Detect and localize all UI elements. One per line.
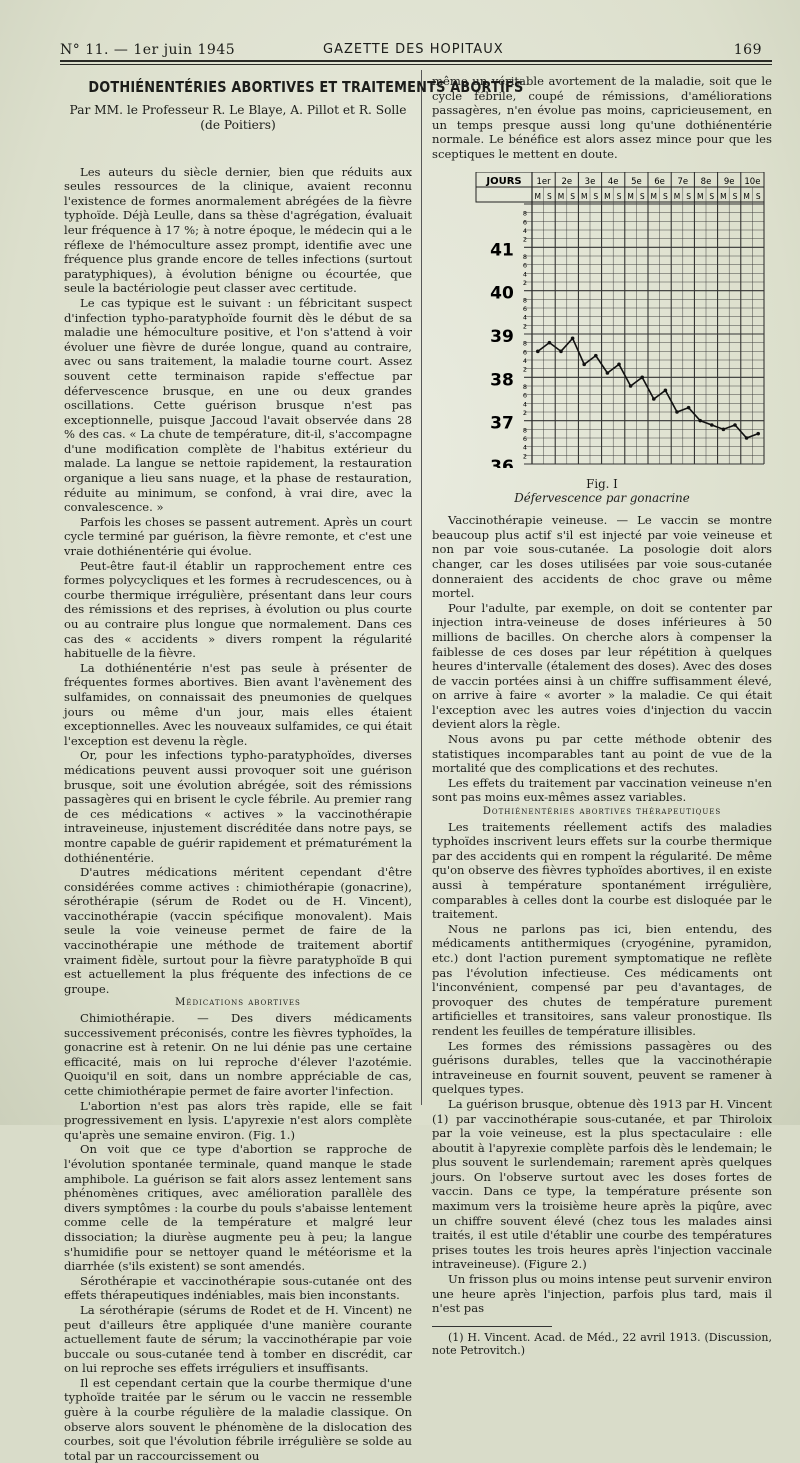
y-minor-tick-label: 2 <box>522 365 527 374</box>
paragraph: Or, pour les infections typho-paratyphoïdes, diverses médications peuvent aussi provoquer soit une guérison brusque, soit une évolution abrégée, soit des rémissions passagères qui en brisent le cycle fébrile. Au premier rang de ces médications « actives » la vaccinothérapie intraveineuse, injustement discréditée dans notre pays, se montre capable de guérir rapidement et prématurément la dothiénentérie. <box>64 748 412 865</box>
temperature-point <box>710 423 714 427</box>
y-minor-tick-label: 8 <box>522 339 527 348</box>
paragraph: Le cas typique est le suivant : un fébricitant suspect d'infection typho-paratyphoïde fournit dès le début de sa maladie une hémoculture positive, et l'on s'attend à voir évoluer une fièvre de durée longue, quand au contraire, avec ou sans traitement, la maladie tourne court. Assez souvent cette terminaison rapide s'effectue par défervescence brusque, en une ou deux grandes oscillations. Cette guérison brusque n'est pas exceptionnelle, puisque Jaccoud l'avait observée dans 28 % des cas. « La chute de température, dit-il, s'accompagne d'une modification complète de l'habitus extérieur du malade. La langue se nettoie rapidement, la restauration organique a lieu sans nuage, et la phase de restauration, réduite au minimum, se confond, à vrai dire, avec la convalescence. » <box>64 295 412 515</box>
figure-title: Défervescence par gonacrine <box>514 491 690 506</box>
x-subcol-label: S <box>709 191 715 201</box>
x-day-label: 7e <box>677 176 689 187</box>
paragraph: Chimiothérapie. — Des divers médicaments successivement préconisés, contre les fièvres typhoïdes, la gonacrine est à retenir. On ne lui dénie pas une certaine efficacité, mais on lui reproche d'élever l'azotémie. Quoiqu'il en soit, dans un nombre appréciable de cas, cette chimiothérapie permet de faire avorter l'infection. <box>64 1011 412 1098</box>
y-minor-tick-label: 8 <box>522 209 527 218</box>
paragraph: Les formes des rémissions passagères ou des guérisons durables, telles que la vaccinothérapie intraveineuse en fournit souvent, peuvent se ramener à quelques types. <box>432 1038 772 1097</box>
x-subcol-label: S <box>616 191 622 201</box>
paragraph: Les effets du traitement par vaccination veineuse n'en sont pas moins eux-mêmes assez variables. <box>432 775 772 805</box>
x-subcol-label: S <box>686 191 691 201</box>
page-number: 169 <box>733 42 762 58</box>
paragraph: Sérothérapie et vaccinothérapie sous-cutanée ont des effets thérapeutiques indéniables, mais bien inconstants. <box>64 1273 412 1303</box>
x-subcol-label: M <box>743 191 750 201</box>
article-title: DOTHIÉNENTÉRIES ABORTIVES ET TRAITEMENTS ABORTIFS <box>88 78 524 96</box>
y-minor-tick-label: 4 <box>522 443 527 452</box>
paragraph: Nous ne parlons pas ici, bien entendu, des médicaments antithermiques (cryogénine, pyramidon, etc.) dont l'action purement symptomatique ne reflète pas l'évolution infectieuse. Ces médicaments ont l'inconvénient, compensé par peu d'avantages, de provoquer des chutes de température purement artificielles et transitoires, sans valeur pronostique. Ils rendent les feuilles de température illisibles. <box>432 921 772 1038</box>
y-minor-tick-label: 8 <box>522 382 527 391</box>
y-minor-tick-label: 8 <box>522 425 527 434</box>
y-major-tick-label: 37 <box>490 413 514 434</box>
column-divider <box>421 70 422 1105</box>
issue-label: N° 11. — 1er juin 1945 <box>60 42 236 58</box>
paragraph: Nous avons pu par cette méthode obtenir des statistiques incomparables tant au point de vue de la mortalité que des complications et des rechutes. <box>432 732 772 776</box>
x-day-label: 6e <box>654 176 665 187</box>
x-subcol-label: S <box>755 191 761 201</box>
temperature-point <box>536 349 540 353</box>
x-day-label: 3e <box>584 176 596 187</box>
temperature-point <box>548 340 552 344</box>
y-major-tick-label: 39 <box>490 326 514 347</box>
temperature-point <box>652 397 656 401</box>
x-subcol-label: M <box>627 191 634 201</box>
x-subcol-label: S <box>570 191 575 201</box>
temperature-point <box>675 410 679 414</box>
x-day-label: 10e <box>744 176 761 187</box>
x-day-label: 8e <box>700 176 712 187</box>
y-major-tick-label: 38 <box>490 369 514 390</box>
header-rule <box>60 60 772 62</box>
figure-number: Fig. I <box>586 477 618 492</box>
x-day-label: 2e <box>561 176 573 187</box>
x-day-label: 4e <box>607 176 619 187</box>
x-subcol-label: M <box>720 191 727 201</box>
y-major-tick-label: 40 <box>490 283 514 304</box>
y-minor-tick-label: 4 <box>522 313 527 322</box>
paragraph: Il est cependant certain que la courbe thermique d'une typhoïde traitée par le sérum ou le vaccin ne ressemble guère à la courbe régulière de la maladie classique. On observe alors souvent le phénomène de la dislocation des courbes, soit que l'évolution fébrile irrégulière se solde au total par un raccourcissement ou <box>64 1375 412 1463</box>
paragraph: Peut-être faut-il établir un rapprochement entre ces formes polycycliques et les formes à recrudescences, ou à courbe thermique irrégulière, présentant dans leur cours des rémissions et des reprises, à évolution ou plus courte ou au contraire plus longue que normalement. Dans ces cas des « accidents » divers rompent la régularité habituelle de la fièvre. <box>64 558 412 661</box>
x-subcol-label: M <box>696 191 704 201</box>
y-minor-tick-label: 4 <box>522 356 527 365</box>
y-minor-tick-label: 4 <box>522 226 527 235</box>
x-subcol-label: M <box>557 191 565 201</box>
x-subcol-label: M <box>650 191 658 201</box>
temperature-point <box>687 405 691 409</box>
temperature-point <box>629 384 633 388</box>
paragraph: Un frisson plus ou moins intense peut survenir environ une heure après l'injection, parfois plus tard, mais il n'est pas <box>432 1272 772 1316</box>
y-minor-tick-label: 6 <box>522 304 527 313</box>
x-subcol-label: S <box>732 191 738 201</box>
y-minor-tick-label: 6 <box>522 217 527 226</box>
paragraph: même un véritable avortement de la maladie, soit que le cycle fébrile, coupé de rémissions, d'améliorations passagères, n'en évolue pas moins, capricieusement, en un temps presque aussi long qu'une dothiénentérie normale. Le bénéfice est alors assez mince pour que les sceptiques le mettent en doute. <box>432 74 772 161</box>
y-minor-tick-label: 4 <box>522 269 527 278</box>
section-heading: Dothiénentéries abortives thérapeutiques <box>482 806 722 818</box>
temperature-point <box>582 362 586 366</box>
paragraph: La dothiénentérie n'est pas seule à présenter de fréquentes formes abortives. Bien avant l'avènement des sulfamides, on connaissait des pneumonies de quelques jours ou même d'un jour, mais elles étaient exceptionnelles. Avec les nouveaux sulfamides, ce qui était l'exception est devenu la règle. <box>64 660 412 748</box>
temperature-point <box>559 349 563 353</box>
x-day-label: 9e <box>723 176 735 187</box>
y-minor-tick-label: 6 <box>522 261 527 270</box>
temperature-point <box>594 353 598 357</box>
temperature-chart <box>470 172 770 472</box>
y-minor-tick-label: 2 <box>522 451 527 460</box>
temperature-point <box>640 375 644 379</box>
paragraph: La sérothérapie (sérums de Rodet et de H. Vincent) ne peut d'ailleurs être appliquée d'une manière courante actuellement faute de sérum; la vaccinothérapie par voie buccale ou sous-cutanée tend à tomber en discrédit, car on lui reproche ses effets irréguliers et insuffisants. <box>64 1302 412 1376</box>
temperature-point <box>745 436 749 440</box>
temperature-point <box>617 362 621 366</box>
header-rule-thin <box>60 64 772 65</box>
temperature-point <box>606 371 610 375</box>
right-column <box>432 74 772 1358</box>
temperature-point <box>756 431 760 435</box>
paragraph: D'autres médications méritent cependant d'être considérées comme actives : chimiothérapie (gonacrine), sérothérapie (sérum de Rodet ou de H. Vincent), vaccinothérapie (vaccin spécifique monovalent). Mais seule la voie veineuse permet de faire de la vaccinothérapie une méthode de traitement abortif vraiment fidèle, surtout pour la fièvre paratyphoïde B qui est actuellement la plus fréquente des infections de ce groupe. <box>64 865 412 996</box>
x-subcol-label: S <box>593 191 599 201</box>
section-heading: Médications abortives <box>175 997 301 1009</box>
figure-caption <box>432 477 772 505</box>
temperature-point <box>733 423 737 427</box>
paragraph: Les traitements réellement actifs des maladies typhoïdes inscrivent leurs effets sur la courbe thermique par des accidents qui en rompent la régularité. De même qu'on observe des fièvres typhoïdes abortives, il en existe aussi à température spontanément irrégulière, comparables à celles dont la courbe est disloquée par le traitement. <box>432 819 772 922</box>
y-minor-tick-label: 2 <box>522 235 527 244</box>
x-day-label: 1er <box>536 176 551 187</box>
temperature-point <box>664 388 668 392</box>
footnote: (1) H. Vincent. Acad. de Méd., 22 avril 1913. (Discussion, note Petrovitch.) <box>432 1330 772 1358</box>
y-minor-tick-label: 2 <box>522 408 527 417</box>
y-minor-tick-label: 6 <box>522 347 527 356</box>
authors-line: Par MM. le Professeur R. Le Blaye, A. Pillot et R. Solle <box>69 102 407 117</box>
x-day-label: 5e <box>631 176 642 187</box>
y-minor-tick-label: 6 <box>522 391 527 400</box>
y-minor-tick-label: 2 <box>522 278 527 287</box>
y-major-tick-label: 41 <box>490 239 514 260</box>
paragraph: Parfois les choses se passent autrement. Après un court cycle terminé par guérison, la fièvre remonte, et c'est une vraie dothiénentérie qui évolue. <box>64 514 412 559</box>
y-major-tick-label: 36 <box>490 456 514 468</box>
temperature-chart-svg <box>470 172 770 468</box>
x-subcol-label: S <box>547 191 552 201</box>
x-subcol-label: M <box>604 191 611 201</box>
footnote-rule <box>432 1326 552 1327</box>
paragraph: Pour l'adulte, par exemple, on doit se contenter par injection intra-veineuse de doses inférieures à 50 millions de bacilles. On cherche alors à compenser la faiblesse de ces doses par leur répétition à quelques heures d'intervalle (étalement des doses). Avec des doses de vaccin portées ainsi à un chiffre suffisamment élevé, on arrive à faire « avorter » la maladie. Ce qui était l'exception avec les autres voies d'injection du vaccin devient alors la règle. <box>432 600 772 732</box>
y-minor-tick-label: 8 <box>522 295 527 304</box>
y-minor-tick-label: 4 <box>522 399 527 408</box>
paragraph: L'abortion n'est pas alors très rapide, elle se fait progressivement en lysis. L'apyrexie n'est alors complète qu'après une semaine environ. (Fig. 1.) <box>64 1098 412 1142</box>
x-subcol-label: S <box>639 191 645 201</box>
x-subcol-label: M <box>673 191 681 201</box>
x-subcol-label: M <box>534 191 542 201</box>
y-minor-tick-label: 8 <box>522 252 527 261</box>
affiliation-line: (de Poitiers) <box>200 117 276 132</box>
paragraph: On voit que ce type d'abortion se rapproche de l'évolution spontanée terminale, quand manque le stade amphibole. La guérison se fait alors assez lentement sans phénomènes critiques, avec amélioration parallèle des divers symptômes : la courbe du pouls s'abaisse lentement comme celle de la température et malgré leur dissociation; la diurèse augmente peu à peu; la langue s'humidifie pour se nettoyer quand le météorisme et la diarrhée (s'ils existent) se sont amendés. <box>64 1142 412 1274</box>
temperature-point <box>571 336 575 340</box>
article-authors <box>64 103 412 133</box>
paragraph: La guérison brusque, obtenue dès 1913 par H. Vincent (1) par vaccinothérapie sous-cutanée, et par Thiroloix par la voie veineuse, est la plus spectaculaire : elle aboutit à l'apyrexie complète parfois dès le lendemain; le plus souvent le surlendemain; rarement après quelques jours. On l'observe surtout avec les doses fortes de vaccin. Dans ce type, la température présente son maximum vers la troisième heure après la piqûre, avec un chiffre souvent élevé (chez tous les malades ainsi traités, il est utile d'établir une courbe des températures prises toutes les trois heures après l'injection vaccinale intraveineuse). (Figure 2.) <box>432 1096 772 1272</box>
x-subcol-label: M <box>580 191 588 201</box>
y-minor-tick-label: 6 <box>522 434 527 443</box>
paragraph: Vaccinothérapie veineuse. — Le vaccin se montre beaucoup plus actif s'il est injecté par voie veineuse et non par voie sous-cutanée. La posologie doit alors changer, car les doses utilisées par voie sous-cutanée donneraient des accidents de choc grave ou même mortel. <box>432 513 772 601</box>
temperature-point <box>722 427 726 431</box>
temperature-point <box>698 418 702 422</box>
x-subcol-label: S <box>663 191 668 201</box>
y-minor-tick-label: 2 <box>522 321 527 330</box>
paragraph: Les auteurs du siècle dernier, bien que réduits aux seules ressources de la clinique, avaient reconnu l'existence de formes anormalement abrégées de la fièvre typhoïde. Déjà Leulle, dans sa thèse d'agrégation, évaluait leur fréquence à 17 %; à notre époque, le médecin qui a le réflexe de l'hémoculture assez prompt, identifie avec une fréquence plus grande encore de telles infections (surtout paratyphiques), à évolution bénigne ou écourtée, que seule la bactériologie peut classer avec certitude. <box>64 164 412 296</box>
header-label: JOURS <box>486 175 522 187</box>
journal-title: GAZETTE DES HOPITAUX <box>323 42 504 57</box>
